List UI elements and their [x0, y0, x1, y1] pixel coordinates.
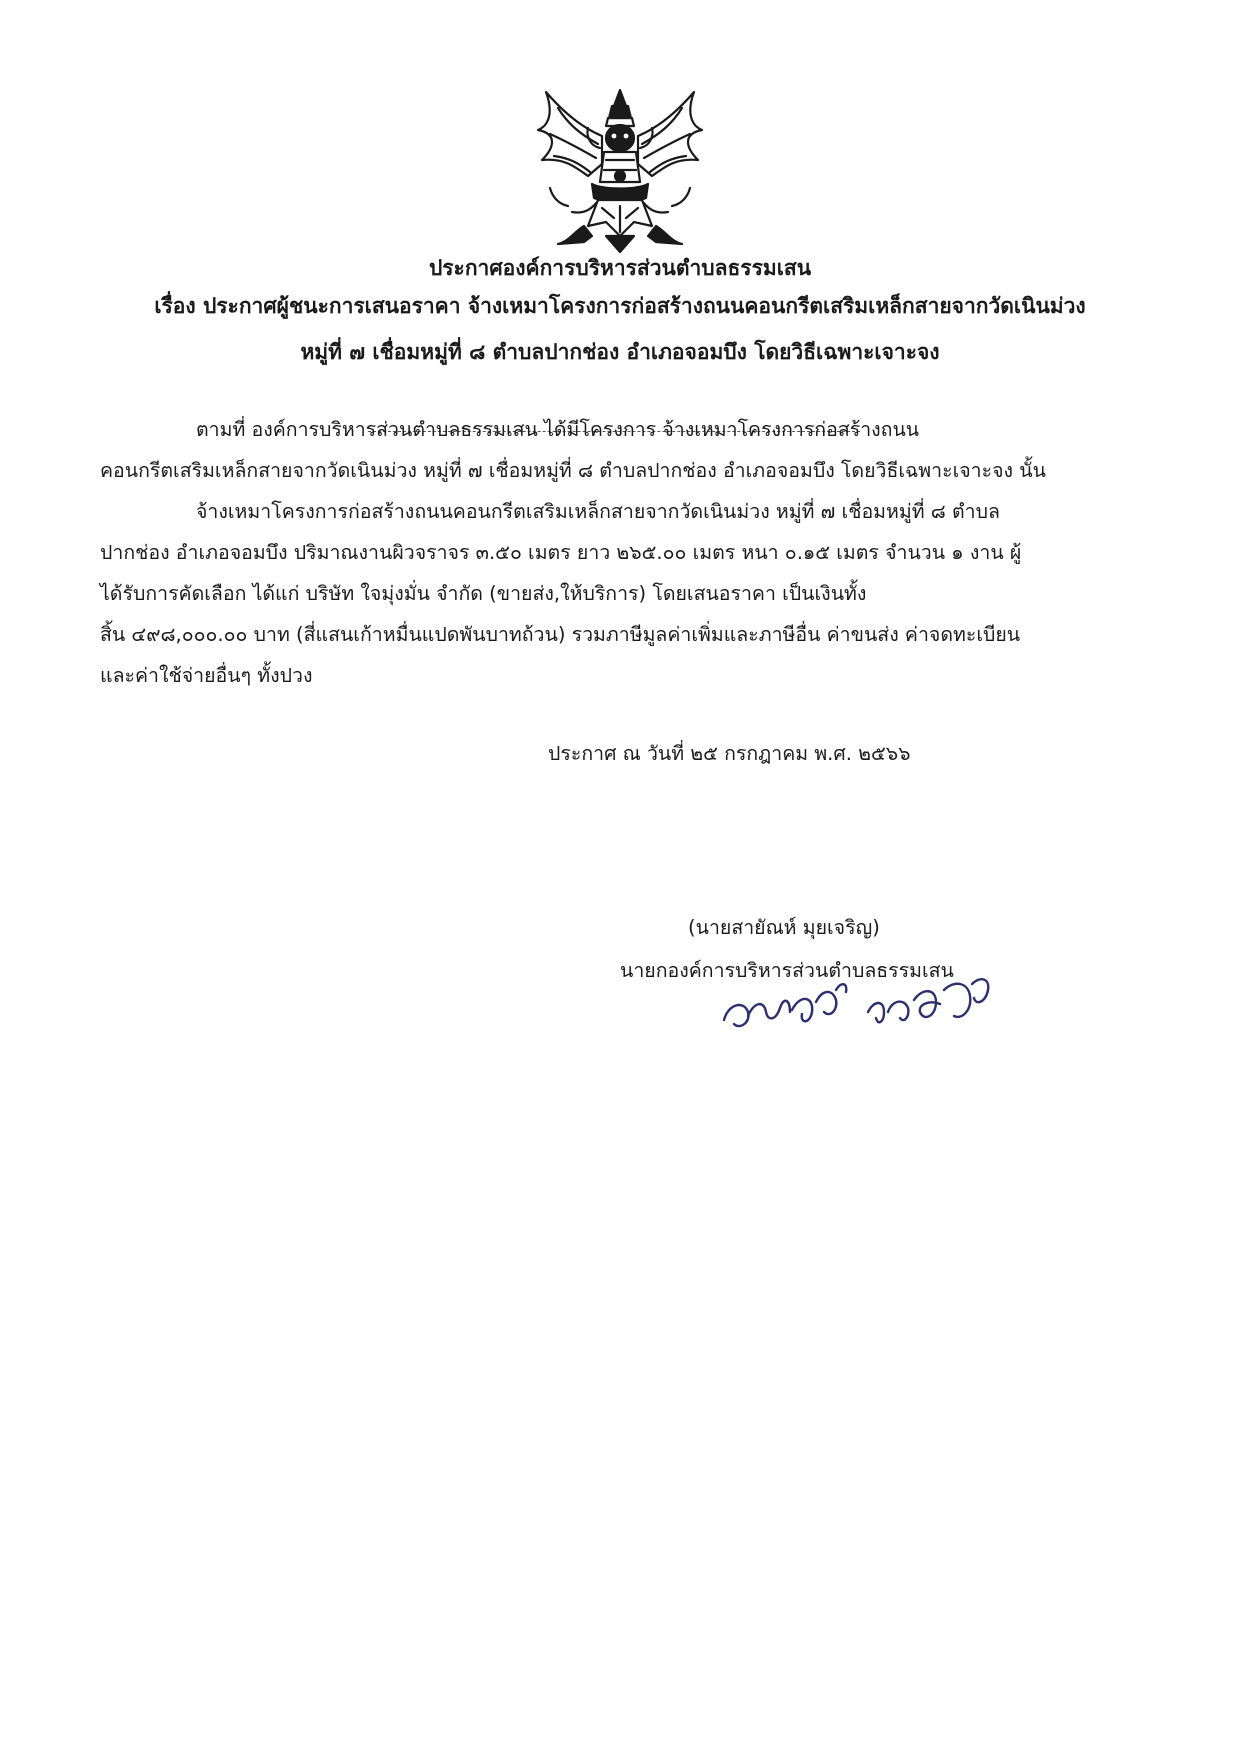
announcement-date: ประกาศ ณ วันที่ ๒๕ กรกฎาคม พ.ศ. ๒๕๖๖ — [548, 742, 911, 765]
paragraph-2-line-2: ปากช่อง อำเภอจอมบึง ปริมาณงานผิวจราจร ๓.๕๐ เมตร ยาว ๒๖๕.๐๐ เมตร หนา ๐.๑๕ เมตร จำนวน ๑ งาน ผู้ — [100, 541, 1022, 564]
paragraph-2-line-4: สิ้น ๔๙๘,๐๐๐.๐๐ บาท (สี่แสนเก้าหมื่นแปดพันบาทถ้วน) รวมภาษีมูลค่าเพิ่มและภาษีอื่น ค่าขนส่ง ค่าจดทะเบียน — [100, 623, 1021, 646]
announcement-title: ประกาศองค์การบริหารส่วนตำบลธรรมเสน — [428, 256, 812, 280]
garuda-emblem-icon — [528, 86, 712, 262]
signatory-position: นายกองค์การบริหารส่วนตำบลธรรมเสน — [620, 959, 954, 982]
subject-line-2: หมู่ที่ ๗ เชื่อมหมู่ที่ ๘ ตำบลปากช่อง อำเภอจอมบึง โดยวิธีเฉพาะเจาะจง — [300, 340, 940, 364]
signatory-name: (นายสายัณห์ มุยเจริญ) — [688, 916, 880, 939]
paragraph-1-line-2: คอนกรีตเสริมเหล็กสายจากวัดเนินม่วง หมู่ที่ ๗ เชื่อมหมู่ที่ ๘ ตำบลปากช่อง อำเภอจอมบึง โดยวิธีเฉพาะเจาะจง นั้น — [100, 459, 1046, 482]
paragraph-2-line-3: ได้รับการคัดเลือก ได้แก่ บริษัท ใจมุ่งมั่น จำกัด (ขายส่ง,ให้บริการ) โดยเสนอราคา เป็นเงินทั้ง — [100, 582, 867, 605]
subject-line-1: เรื่อง ประกาศผู้ชนะการเสนอราคา จ้างเหมาโครงการก่อสร้างถนนคอนกรีตเสริมเหล็กสายจากวัดเนินม่วง — [154, 294, 1086, 318]
paragraph-1-line-1: ตามที่ องค์การบริหารส่วนตำบลธรรมเสน ได้มีโครงการ จ้างเหมาโครงการก่อสร้างถนน — [196, 418, 920, 441]
paragraph-2-line-5: และค่าใช้จ่ายอื่นๆ ทั้งปวง — [100, 664, 313, 687]
paragraph-2-line-1: จ้างเหมาโครงการก่อสร้างถนนคอนกรีตเสริมเหล็กสายจากวัดเนินม่วง หมู่ที่ ๗ เชื่อมหมู่ที่ ๘ ตำบล — [196, 500, 1000, 523]
